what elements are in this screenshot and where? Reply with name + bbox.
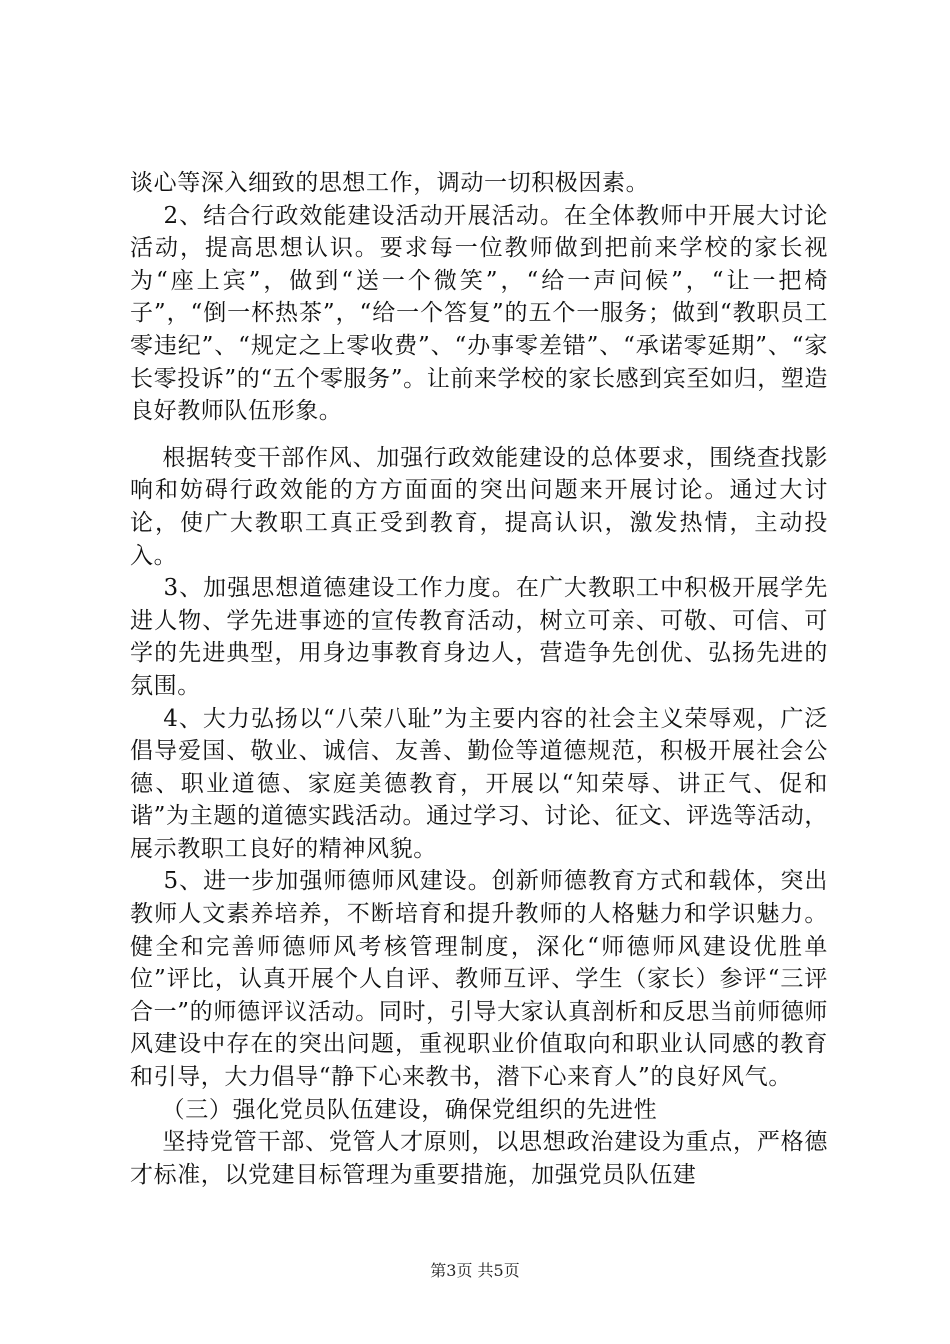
section-heading: （三）强化党员队伍建设，确保党组织的先进性	[130, 1096, 658, 1123]
paragraph-6: 5、进一步加强师德师风建设。创新师德教育方式和载体，突出教师人文素养培养，不断培育和提升教师的人格魅力和学识魅力。健全和完善师德师风考核管理制度，深化“师德师风建设优胜单位”评比，认真开展个人自评、教师互评、学生（家长）参评“三评合一”的师德评议活动。同时，引导大家认真剖析和反思当前师德师风建设中存在的突出问题，重视职业价值取向和职业认同感的教育和引导，大力倡导“静下心来教书，潜下心来育人”的良好风气。	[130, 868, 828, 1091]
document-body	[130, 167, 828, 1191]
paragraph-3: 根据转变干部作风、加强行政效能建设的总体要求，围绕查找影响和妨碍行政效能的方方面面的突出问题来开展讨论。通过大讨论，使广大教职工真正受到教育，提高认识，激发热情，主动投入。	[130, 444, 828, 569]
paragraph-4: 3、加强思想道德建设工作力度。在广大教职工中积极开展学先进人物、学先进事迹的宣传教育活动，树立可亲、可敬、可信、可学的先进典型，用身边事教育身边人，营造争先创优、弘扬先进的氛围。	[130, 575, 828, 699]
paragraph-5: 4、大力弘扬以“八荣八耻”为主要内容的社会主义荣辱观，广泛倡导爱国、敬业、诚信、友善、勤俭等道德规范，积极开展社会公德、职业道德、家庭美德教育，开展以“知荣辱、讲正气、促和谐”为主题的道德实践活动。通过学习、讨论、征文、评选等活动，展示教职工良好的精神风貌。	[130, 705, 828, 862]
paragraph-1: 谈心等深入细致的思想工作，调动一切积极因素。	[130, 170, 650, 196]
paragraph-2: 2、结合行政效能建设活动开展活动。在全体教师中开展大讨论活动，提高思想认识。要求每一位教师做到把前来学校的家长视为“座上宾”，做到“送一个微笑”，“给一声问候”，“让一把椅子”，“倒一杯热茶”，“给一个答复”的五个一服务；做到“教职员工零违纪”、“规定之上零收费”、“办事零差错”、“承诺零延期”、“家长零投诉”的“五个零服务”。让前来学校的家长感到宾至如归，塑造良好教师队伍形象。	[130, 202, 828, 425]
page-number-footer: 第3页 共5页	[430, 1261, 520, 1280]
paragraph-7: 坚持党管干部、党管人才原则，以思想政治建设为重点，严格德才标准，以党建目标管理为重要措施，加强党员队伍建	[130, 1129, 828, 1188]
